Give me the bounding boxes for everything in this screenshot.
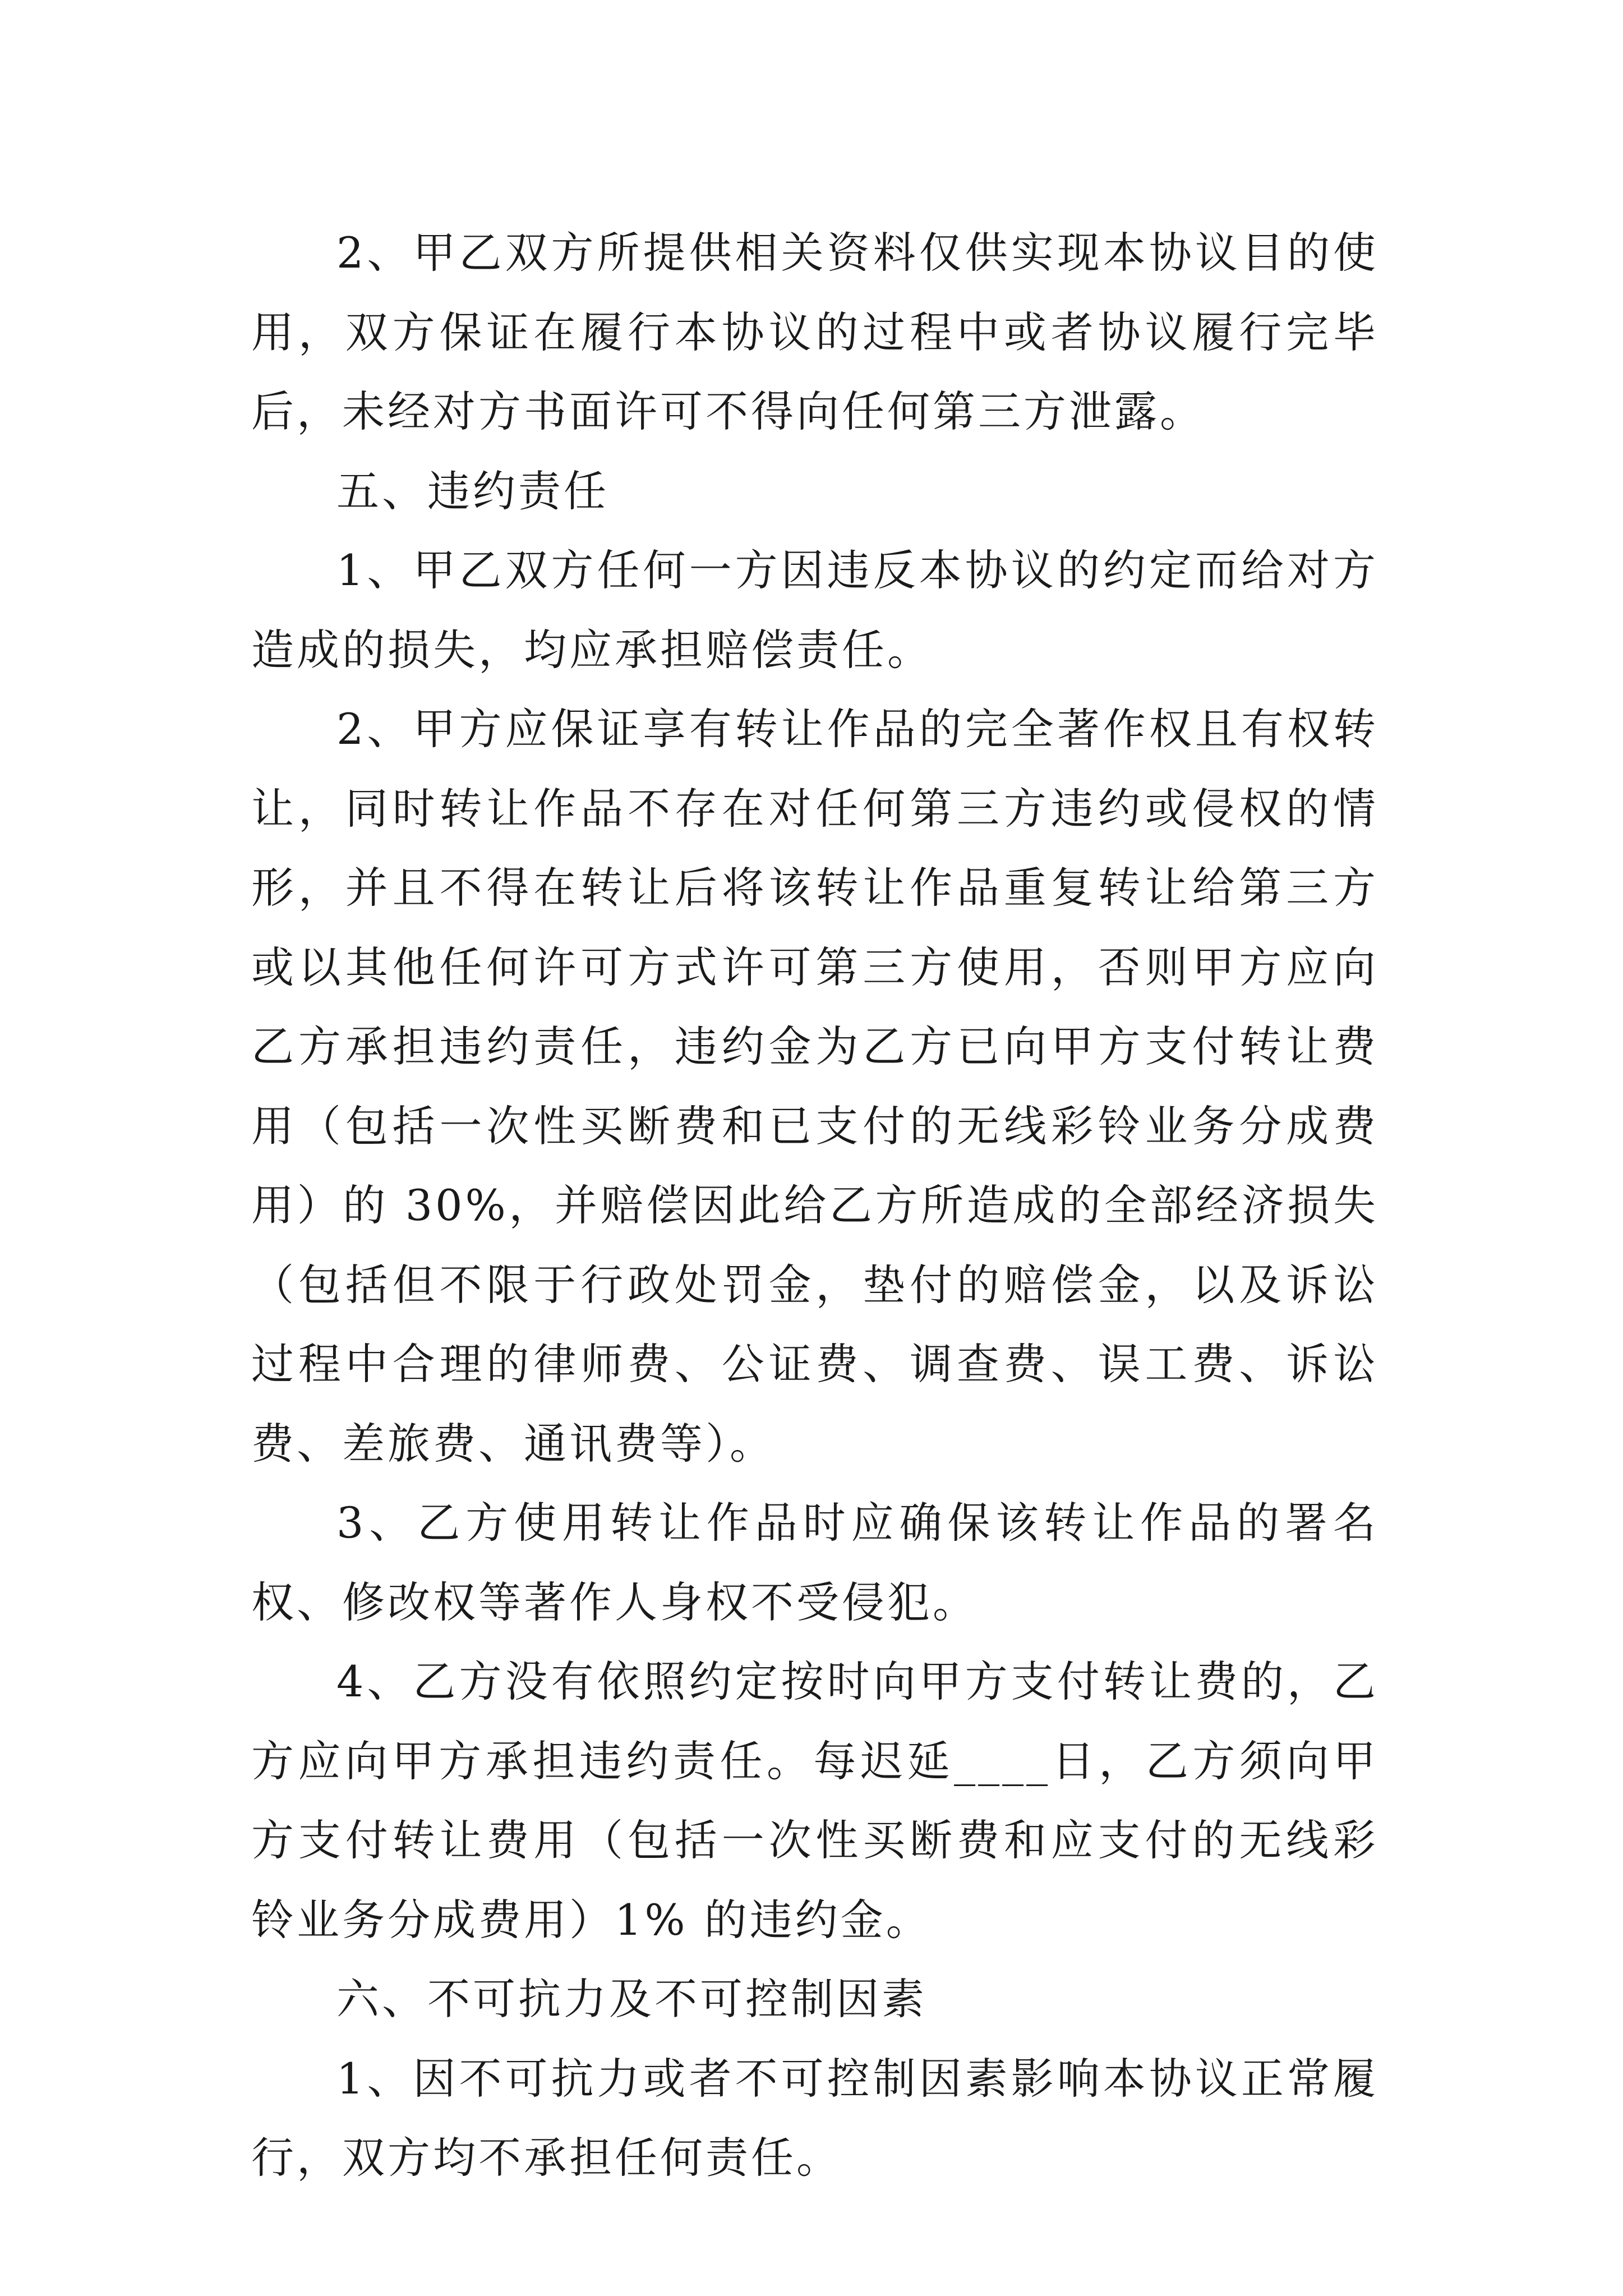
clause-4-2: 2、甲乙双方所提供相关资料仅供实现本协议目的使用，双方保证在履行本协议的过程中或者协议履行完毕后，未经对方书面许可不得向任何第三方泄露。 — [251, 228, 1378, 436]
section-6-heading: 六、不可抗力及不可控制因素 — [336, 1974, 927, 2024]
clause-6-1: 1、因不可抗力或者不可控制因素影响本协议正常履行，双方均不承担任何责任。 — [251, 2053, 1378, 2183]
section-5-heading: 五、违约责任 — [336, 466, 609, 516]
clause-5-4: 4、乙方没有依照约定按时向甲方支付转让费的，乙方应向甲方承担违约责任。每迟延____日，乙方须向甲方支付转让费用（包括一次性买断费和应支付的无线彩铃业务分成费用）1% 的违约金。 — [251, 1657, 1378, 1945]
clause-5-1: 1、甲乙双方任何一方因违反本协议的约定而给对方造成的损失，均应承担赔偿责任。 — [251, 545, 1378, 675]
clause-5-3: 3、乙方使用转让作品时应确保该转让作品的署名权、修改权等著作人身权不受侵犯。 — [251, 1498, 1378, 1627]
clause-5-2: 2、甲方应保证享有转让作品的完全著作权且有权转让，同时转让作品不存在对任何第三方违约或侵权的情形，并且不得在转让后将该转让作品重复转让给第三方或以其他任何许可方式许可第三方使用，否则甲方应向乙方承担违约责任，违约金为乙方已向甲方支付转让费用（包括一次性买断费和已支付的无线彩铃业务分成费用）的 30%，并赔偿因此给乙方所造成的全部经济损失（包括但不限于行政处罚金，垫付的赔偿金，以及诉讼过程中合理的律师费、公证费、调查费、误工费、诉讼费、差旅费、通讯费等）。 — [251, 704, 1378, 1469]
document-body — [251, 213, 1378, 2198]
